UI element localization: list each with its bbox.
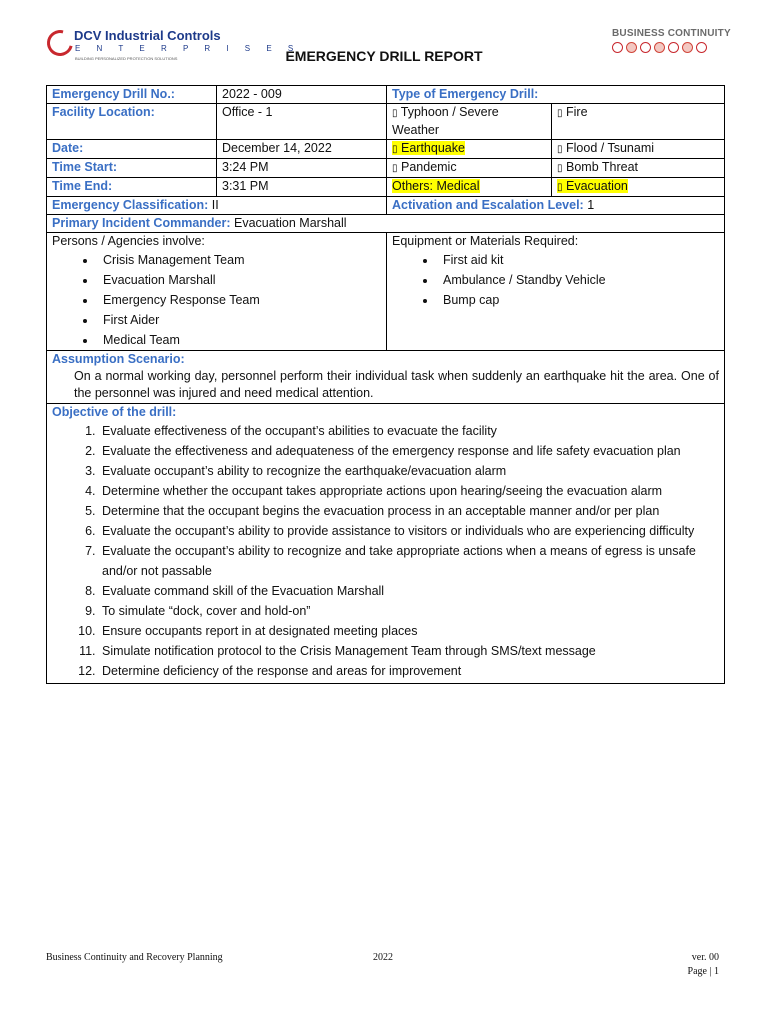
company-name: DCV Industrial Controls (74, 28, 221, 43)
drill-no-value: 2022 - 009 (217, 86, 387, 104)
row-commander (47, 215, 725, 233)
objectives-cell (47, 404, 725, 684)
option-bomb (552, 159, 725, 178)
option-fire-label: Fire (566, 105, 588, 119)
option-evacuation-label: Evacuation (566, 179, 628, 193)
company-tagline: BUILDING PERSONALIZED PROTECTION SOLUTIONS (75, 56, 178, 61)
business-continuity-logo (612, 28, 731, 64)
checkbox-icon: ▯ (557, 182, 563, 193)
option-flood (552, 140, 725, 159)
classification-label: Emergency Classification: (52, 198, 209, 212)
option-evacuation (552, 178, 725, 197)
classification-value: II (208, 198, 219, 212)
typhoon-icon (612, 42, 623, 53)
date-label: Date: (47, 140, 217, 159)
list-item: 10. Ensure occupants report in at designated meeting places (99, 621, 719, 641)
option-typhoon-label: Typhoon / Severe Weather (392, 105, 499, 137)
list-item: • Emergency Response Team (97, 290, 381, 310)
option-earthquake-label: Earthquake (401, 141, 465, 155)
fire-icon (626, 42, 637, 53)
row-location (47, 104, 725, 140)
checkbox-icon: ▯ (392, 108, 398, 119)
option-typhoon (387, 104, 552, 140)
option-pandemic-label: Pandemic (401, 160, 457, 174)
row-drill-no (47, 86, 725, 104)
equipment-label: Equipment or Materials Required: (392, 234, 579, 248)
row-classification (47, 197, 725, 215)
option-others-label: Others: Medical (392, 179, 480, 193)
scenario-label: Assumption Scenario: (52, 352, 185, 366)
list-item: 3. Evaluate occupant’s ability to recognize the earthquake/evacuation alarm (99, 461, 719, 481)
list-item: • Medical Team (97, 330, 381, 350)
list-item: • Bump cap (437, 290, 719, 310)
checkbox-icon: ▯ (392, 163, 398, 174)
commander-cell (47, 215, 725, 233)
date-value: December 14, 2022 (217, 140, 387, 159)
evacuation-icon (696, 42, 707, 53)
row-time-start (47, 159, 725, 178)
option-others (387, 178, 552, 197)
list-item: • Ambulance / Standby Vehicle (437, 270, 719, 290)
list-item: 8. Evaluate command skill of the Evacuation Marshall (99, 581, 719, 601)
pandemic-icon (668, 42, 679, 53)
footer-left: Business Continuity and Recovery Planning (46, 952, 223, 963)
persons-label: Persons / Agencies involve: (52, 234, 205, 248)
persons-list (52, 250, 381, 350)
row-scenario (47, 351, 725, 404)
flood-icon (654, 42, 665, 53)
checkbox-icon: ▯ (557, 144, 563, 155)
activation-label: Activation and Escalation Level: (392, 198, 584, 212)
row-time-end (47, 178, 725, 197)
footer-page: Page | 1 (687, 966, 719, 977)
equipment-list (392, 250, 719, 310)
persons-cell (47, 233, 387, 351)
list-item: 1. Evaluate effectiveness of the occupant’s abilities to evacuate the facility (99, 421, 719, 441)
time-start-value: 3:24 PM (217, 159, 387, 178)
objectives-list (52, 421, 719, 683)
company-subname: E N T E R P R I S E S (75, 44, 301, 53)
security-icon (682, 42, 693, 53)
activation-cell (387, 197, 725, 215)
list-item: 2. Evaluate the effectiveness and adequateness of the emergency response and life safety evacuation plan (99, 441, 719, 461)
time-end-label: Time End: (47, 178, 217, 197)
checkbox-icon: ▯ (557, 108, 563, 119)
list-item: 7. Evaluate the occupant’s ability to recognize and take appropriate actions when a means of egress is unsafe and/or not passable (99, 541, 719, 581)
classification-cell (47, 197, 387, 215)
hazard-icons (612, 42, 722, 53)
list-item: 5. Determine that the occupant begins the evacuation process in an acceptable manner and/or per plan (99, 501, 719, 521)
option-fire (552, 104, 725, 140)
scenario-text: On a normal working day, personnel perform their individual task when suddenly an earthquake hit the area. One of the personnel was injured and need medical attention. (74, 369, 719, 400)
scenario-cell (47, 351, 725, 404)
list-item: 6. Evaluate the occupant’s ability to provide assistance to visitors or individuals who are experiencing difficulty (99, 521, 719, 541)
list-item: • Crisis Management Team (97, 250, 381, 270)
objectives-label: Objective of the drill: (52, 405, 177, 419)
list-item: • Evacuation Marshall (97, 270, 381, 290)
row-date (47, 140, 725, 159)
drill-no-label: Emergency Drill No.: (47, 86, 217, 104)
list-item: 11. Simulate notification protocol to the Crisis Management Team through SMS/text message (99, 641, 719, 661)
list-item: • First aid kit (437, 250, 719, 270)
list-item: • First Aider (97, 310, 381, 330)
footer-year: 2022 (373, 952, 393, 963)
document-title: EMERGENCY DRILL REPORT (285, 48, 483, 64)
time-end-value: 3:31 PM (217, 178, 387, 197)
commander-value: Evacuation Marshall (230, 216, 347, 230)
drill-report-table (46, 85, 725, 684)
activation-value: 1 (583, 198, 595, 212)
commander-label: Primary Incident Commander: (52, 216, 231, 230)
list-item: 12. Determine deficiency of the response and areas for improvement (99, 661, 719, 681)
earthquake-icon (640, 42, 651, 53)
checkbox-icon: ▯ (557, 163, 563, 174)
option-earthquake (387, 140, 552, 159)
list-item: 9. To simulate “dock, cover and hold-on” (99, 601, 719, 621)
location-label: Facility Location: (47, 104, 217, 140)
equipment-cell (387, 233, 725, 351)
location-value: Office - 1 (217, 104, 387, 140)
business-continuity-title: BUSINESS CONTINUITY (612, 28, 731, 39)
footer-version: ver. 00 (691, 952, 719, 963)
list-item: 4. Determine whether the occupant takes appropriate actions upon hearing/seeing the evacuation alarm (99, 481, 719, 501)
row-objectives (47, 404, 725, 684)
option-pandemic (387, 159, 552, 178)
time-start-label: Time Start: (47, 159, 217, 178)
option-bomb-label: Bomb Threat (566, 160, 639, 174)
checkbox-icon: ▯ (392, 144, 398, 155)
drill-type-label: Type of Emergency Drill: (387, 86, 725, 104)
row-persons-equipment (47, 233, 725, 351)
option-flood-label: Flood / Tsunami (566, 141, 655, 155)
